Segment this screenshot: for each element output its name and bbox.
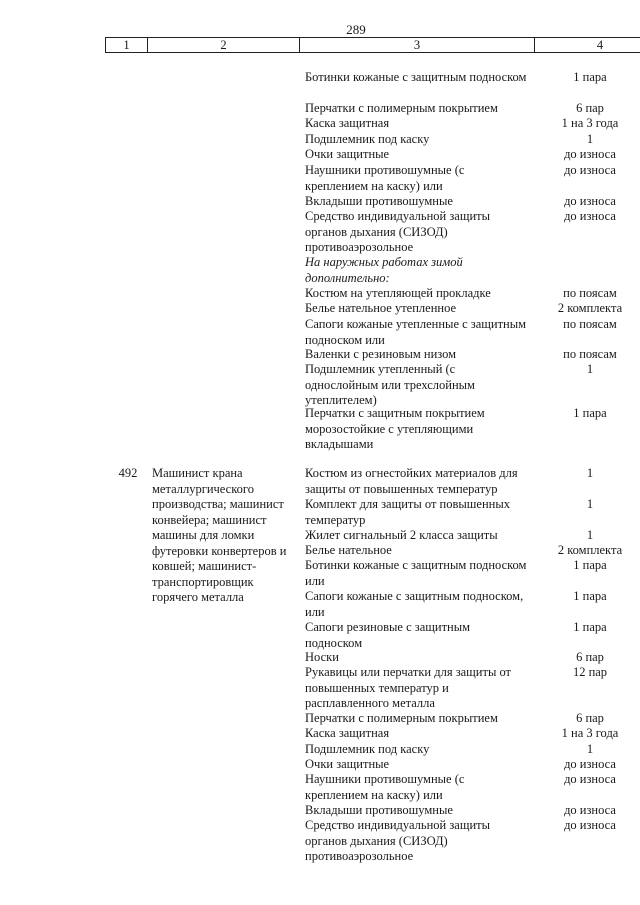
item-name: Сапоги резиновые с защитным подноском — [305, 620, 471, 650]
item-name: Комплект для защиты от повышенных температур — [305, 497, 510, 527]
item-quantity: 6 пар — [576, 711, 604, 725]
item-quantity: 6 пар — [576, 101, 604, 115]
item-name: Очки защитные — [305, 147, 390, 161]
item-name: Ботинки кожаные с защитным подноском или — [305, 558, 527, 588]
item-name: Подшлемник под каску — [305, 132, 430, 146]
item-name: Ботинки кожаные с защитным подноском — [305, 70, 527, 84]
item-quantity: до износа — [564, 818, 616, 832]
column-header-3: 3 — [300, 38, 535, 53]
item-quantity: 1 — [586, 362, 594, 376]
column-header-2: 2 — [148, 38, 300, 53]
page-number: 289 — [346, 22, 366, 37]
item-quantity: до износа — [564, 194, 616, 208]
item-name: Костюм на утепляющей прокладке — [305, 286, 491, 300]
item-quantity: 1 — [586, 742, 594, 756]
item-quantity: 1 — [586, 497, 594, 511]
item-quantity: 1 — [586, 132, 594, 146]
item-quantity: 2 комплекта — [557, 543, 623, 557]
item-quantity: до износа — [564, 803, 616, 817]
item-name: Сапоги кожаные с защитным подноском, или — [305, 589, 524, 619]
item-quantity: 1 — [586, 528, 594, 542]
item-name: Перчатки с полимерным покрытием — [305, 711, 498, 725]
item-quantity: 1 пара — [573, 70, 607, 84]
item-quantity: 2 комплекта — [557, 301, 623, 315]
item-quantity: 1 пара — [573, 406, 607, 420]
item-name: Валенки с резиновым низом — [305, 347, 457, 361]
item-name: Наушники противошумные (с креплением на каску) или — [305, 163, 465, 193]
item-name: Костюм из огнестойких материалов для защиты от повышенных температур — [305, 466, 518, 496]
item-name: Жилет сигнальный 2 класса защиты — [305, 528, 498, 542]
item-quantity: 1 на 3 года — [561, 726, 619, 740]
item-name: Наушники противошумные (с креплением на каску) или — [305, 772, 465, 802]
item-name: Очки защитные — [305, 757, 390, 771]
item-name: Средство индивидуальной защиты органов дыхания (СИЗОД) противоаэрозольное — [305, 818, 491, 863]
item-name: Перчатки с защитным покрытием морозостойкие с утепляющими вкладышами — [305, 406, 485, 451]
item-name: Сапоги кожаные утепленные с защитным подноском или — [305, 317, 527, 347]
item-name: Вкладыши противошумные — [305, 803, 453, 817]
item-quantity: до износа — [564, 757, 616, 771]
item-quantity: до износа — [564, 209, 616, 223]
subsection-heading: На наружных работах зимой дополнительно: — [305, 255, 463, 285]
item-name: Носки — [305, 650, 339, 664]
item-name: Каска защитная — [305, 726, 390, 740]
item-quantity: 1 пара — [573, 558, 607, 572]
item-name: Подшлемник утепленный (с однослойным или трехслойным утеплителем) — [305, 362, 475, 407]
item-quantity: 1 пара — [573, 620, 607, 634]
item-quantity: 1 на 3 года — [561, 116, 619, 130]
item-quantity: по поясам — [563, 286, 617, 300]
item-name: Вкладыши противошумные — [305, 194, 453, 208]
item-quantity: до износа — [564, 772, 616, 786]
item-name: Каска защитная — [305, 116, 390, 130]
item-quantity: до износа — [564, 147, 616, 161]
item-name: Белье нательное — [305, 543, 392, 557]
item-quantity: до износа — [564, 163, 616, 177]
column-header-row — [105, 37, 640, 53]
item-name: Подшлемник под каску — [305, 742, 430, 756]
item-name: Рукавицы или перчатки для защиты от повышенных температур и расплавленного металла — [305, 665, 512, 710]
item-quantity: 1 — [586, 466, 594, 480]
entry-number: 492 — [118, 466, 138, 480]
item-quantity: по поясам — [563, 317, 617, 331]
column-header-1: 1 — [106, 38, 148, 53]
item-quantity: 1 пара — [573, 589, 607, 603]
profession-name: Машинист крана металлургического производства; машинист конвейера; машинист машины для ломки футеровки конвертеров и ковшей; машинист-транспортировщик горячего металла — [152, 466, 287, 604]
item-quantity: 6 пар — [576, 650, 604, 664]
item-quantity: 12 пар — [572, 665, 608, 679]
column-header-4: 4 — [535, 38, 640, 53]
item-quantity: по поясам — [563, 347, 617, 361]
item-name: Перчатки с полимерным покрытием — [305, 101, 498, 115]
item-name: Средство индивидуальной защиты органов дыхания (СИЗОД) противоаэрозольное — [305, 209, 491, 254]
item-name: Белье нательное утепленное — [305, 301, 457, 315]
